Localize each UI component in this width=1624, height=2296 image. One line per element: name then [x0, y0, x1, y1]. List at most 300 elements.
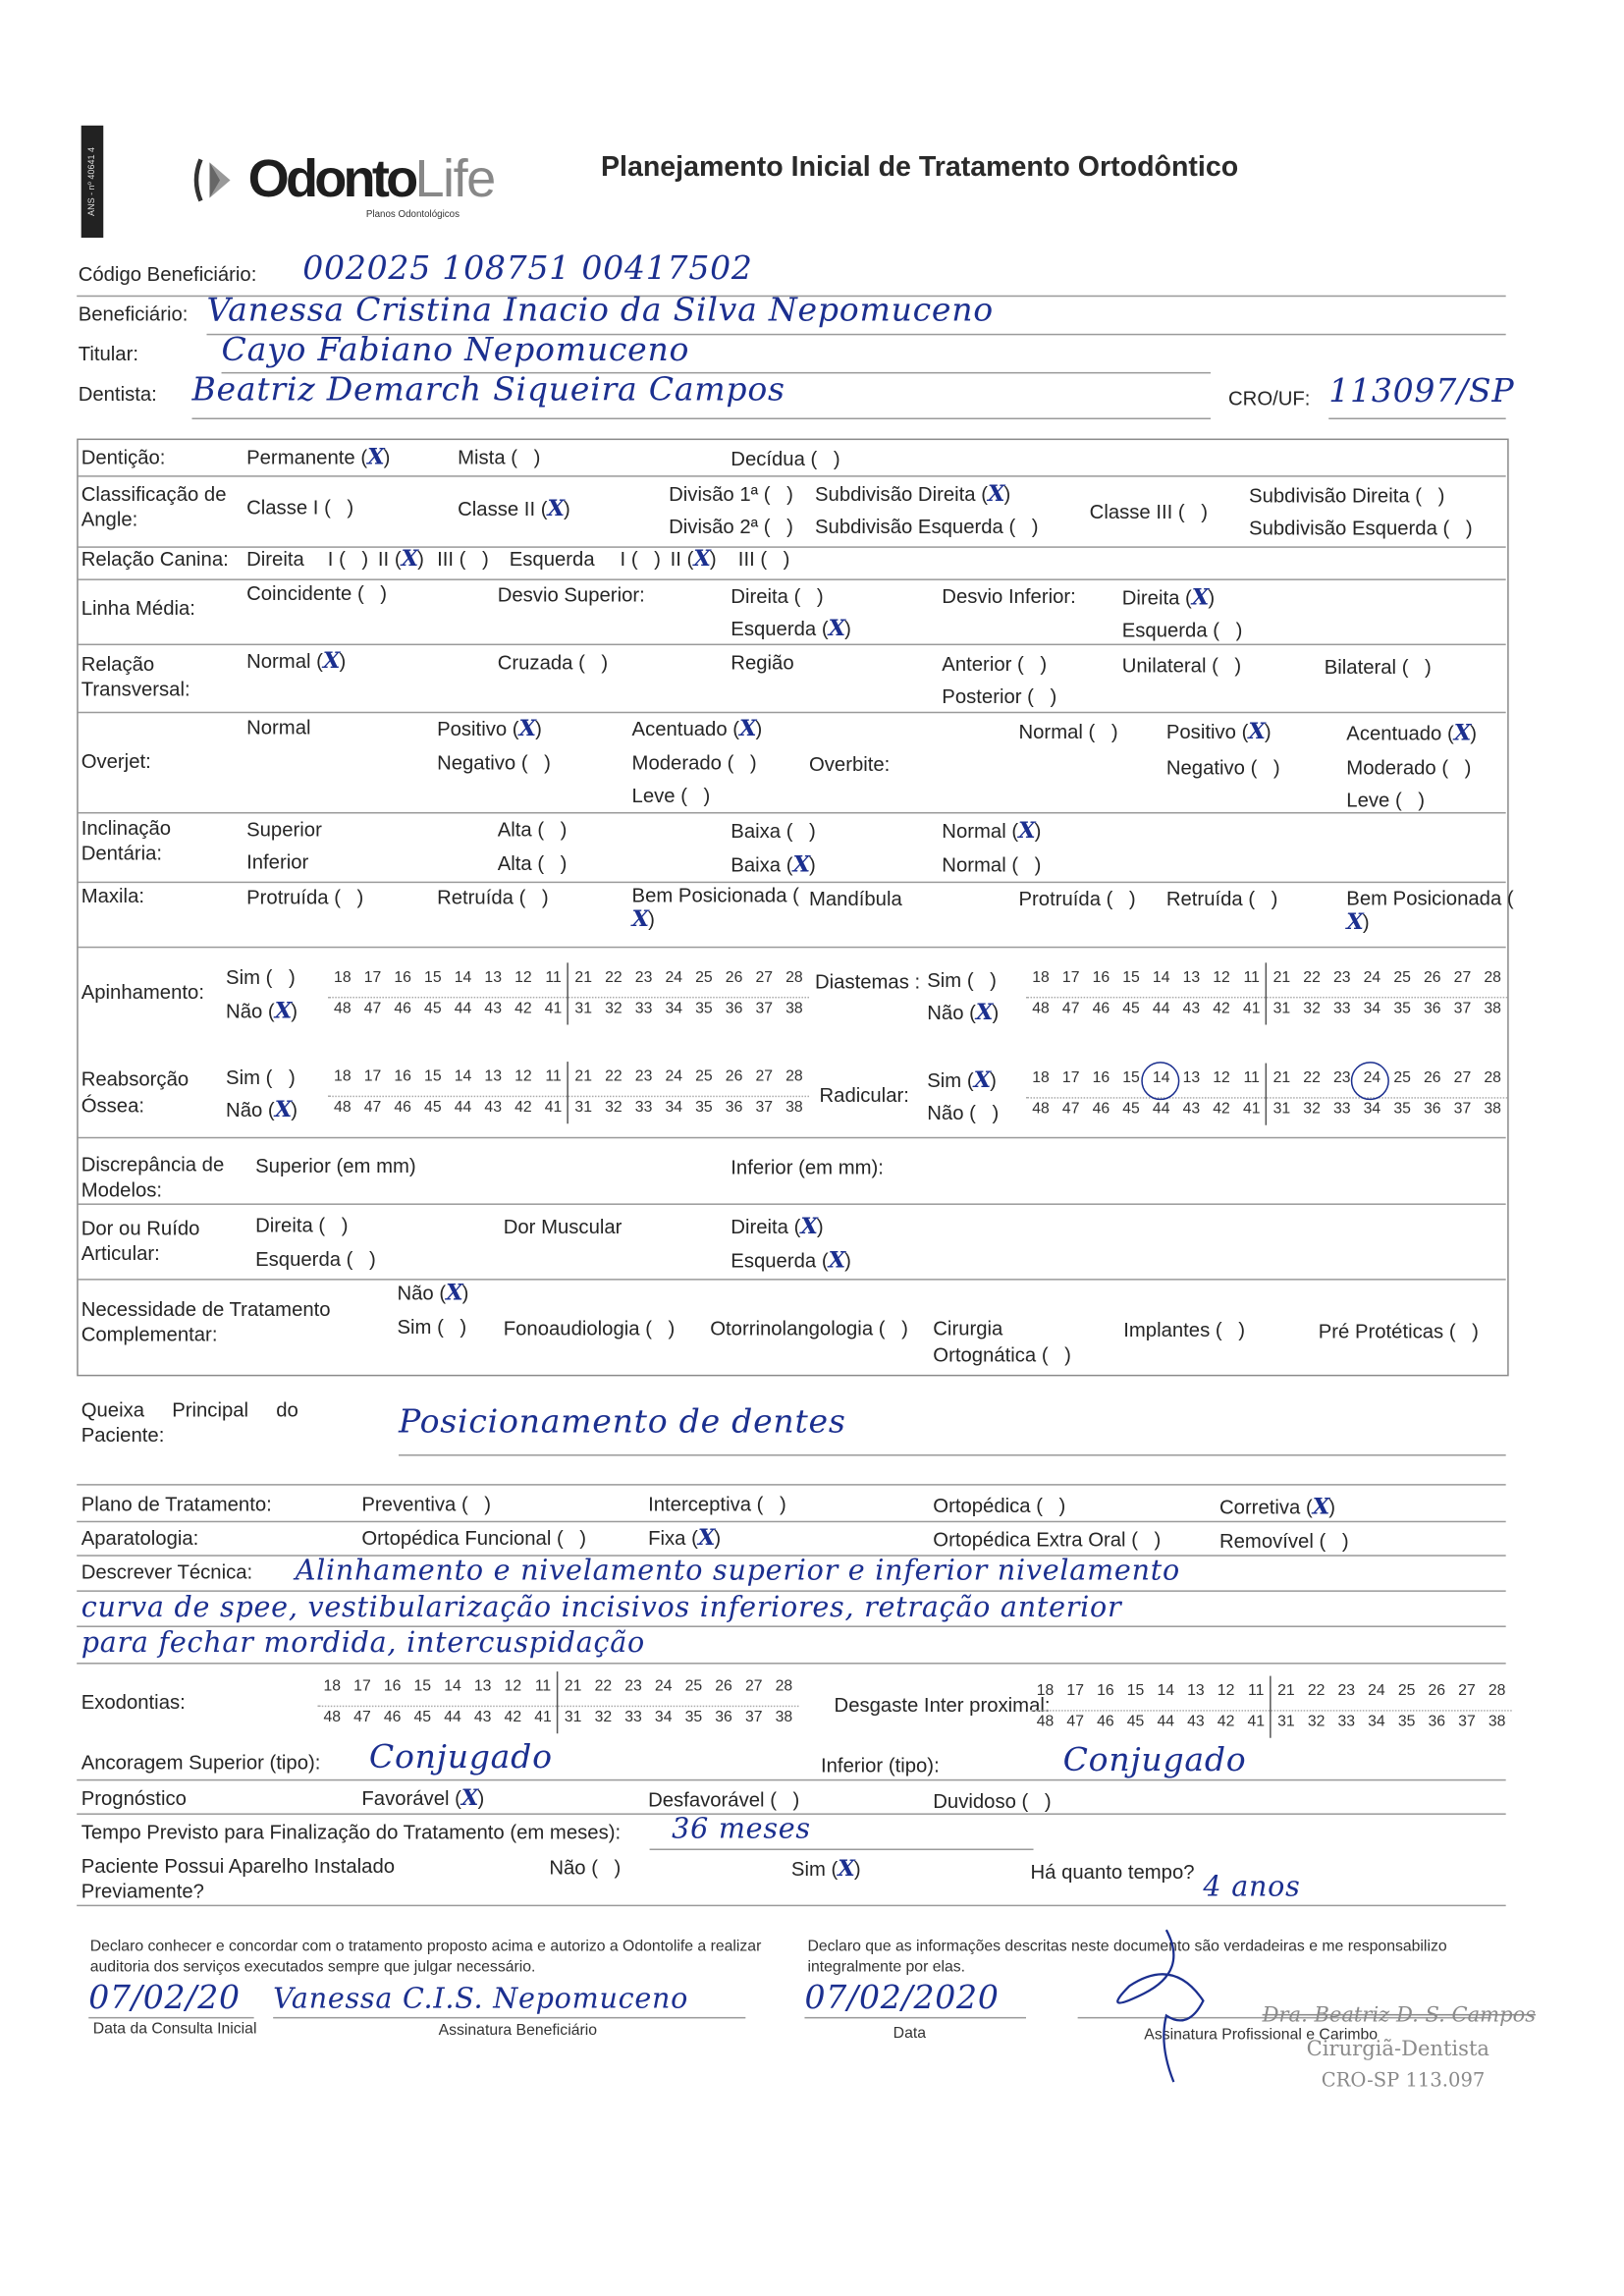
tooth-33[interactable]: 33: [634, 999, 653, 1017]
tooth-27[interactable]: 27: [1453, 1068, 1472, 1087]
checkbox-sim[interactable]: Sim (X): [927, 1066, 997, 1094]
tooth-46[interactable]: 46: [1092, 999, 1110, 1017]
checkbox-iii[interactable]: III ( ): [737, 548, 790, 571]
tooth-37[interactable]: 37: [1453, 1100, 1472, 1119]
tooth-38[interactable]: 38: [785, 999, 803, 1017]
tooth-31[interactable]: 31: [564, 1708, 582, 1726]
tooth-48[interactable]: 48: [334, 1098, 352, 1117]
tooth-16[interactable]: 16: [383, 1677, 402, 1696]
handwritten-entry[interactable]: para fechar mordida, intercuspidação: [81, 1626, 645, 1660]
tooth-11[interactable]: 11: [545, 968, 562, 987]
tooth-18[interactable]: 18: [1032, 1068, 1050, 1087]
tooth-43[interactable]: 43: [473, 1708, 492, 1726]
checkbox-esquerda[interactable]: Esquerda ( ): [255, 1247, 376, 1271]
tooth-14[interactable]: 14: [454, 968, 472, 987]
beneficiary-declaration: Declaro conhecer e concordar com o tratamento proposto acima e autorizo a Odontolife a realizar auditoria dos serviços executados sempre que julgar necessário.: [89, 1937, 762, 1976]
handwritten-entry[interactable]: Posicionamento de dentes: [398, 1403, 846, 1442]
checkbox-alta[interactable]: Alta ( ): [497, 818, 568, 841]
tooth-12[interactable]: 12: [1217, 1681, 1235, 1700]
tooth-46[interactable]: 46: [1097, 1713, 1114, 1731]
tooth-35[interactable]: 35: [1397, 1713, 1416, 1731]
checkbox-retruida[interactable]: Retruída ( ): [437, 886, 549, 909]
tooth-43[interactable]: 43: [1187, 1713, 1205, 1731]
tooth-36[interactable]: 36: [1423, 999, 1441, 1017]
tooth-22[interactable]: 22: [1303, 1068, 1321, 1087]
tooth-23[interactable]: 23: [634, 1067, 653, 1086]
tooth-47[interactable]: 47: [363, 999, 382, 1017]
checkbox-favoravel[interactable]: Favorável (X): [361, 1783, 485, 1811]
tooth-31[interactable]: 31: [1277, 1713, 1295, 1731]
checkbox-ortopedica[interactable]: Ortopédica ( ): [933, 1495, 1066, 1517]
tooth-25[interactable]: 25: [1397, 1681, 1416, 1700]
checkbox-baixa[interactable]: Baixa ( ): [731, 819, 816, 843]
tooth-36[interactable]: 36: [715, 1708, 732, 1726]
checkbox-alta[interactable]: Alta ( ): [497, 851, 568, 875]
tooth-16[interactable]: 16: [394, 1067, 411, 1086]
tooth-44[interactable]: 44: [444, 1708, 461, 1726]
tooth-32[interactable]: 32: [1307, 1713, 1326, 1731]
checkbox-permanente[interactable]: Permanente (X): [246, 443, 391, 470]
checkbox-label: Normal: [1018, 721, 1083, 743]
tooth-14[interactable]: 14: [454, 1067, 472, 1086]
checkbox-implantes[interactable]: Implantes ( ): [1123, 1319, 1245, 1341]
checkbox-preventiva[interactable]: Preventiva ( ): [361, 1493, 492, 1516]
tooth-45[interactable]: 45: [1122, 1100, 1140, 1119]
tooth-28[interactable]: 28: [785, 1067, 803, 1086]
tooth-22[interactable]: 22: [1307, 1681, 1326, 1700]
field-label-beneficiario: Beneficiário:: [78, 302, 189, 326]
checkbox-esquerda[interactable]: Esquerda (X): [731, 614, 851, 641]
tooth-47[interactable]: 47: [1061, 1100, 1080, 1119]
checkbox-sim[interactable]: Sim ( ): [397, 1316, 467, 1339]
checkbox-nao[interactable]: Não ( ): [549, 1856, 622, 1879]
tooth-27[interactable]: 27: [755, 1067, 774, 1086]
tooth-32[interactable]: 32: [605, 1098, 623, 1117]
checkbox-i[interactable]: I ( ): [620, 548, 661, 571]
checkbox-negativo[interactable]: Negativo ( ): [437, 751, 551, 775]
tooth-45[interactable]: 45: [1126, 1713, 1145, 1731]
checkbox-iii[interactable]: III ( ): [437, 548, 489, 571]
handwritten-entry[interactable]: Beatriz Demarch Siqueira Campos: [191, 371, 785, 410]
tooth-14[interactable]: 14: [1152, 968, 1170, 987]
checkbox-direita[interactable]: Direita ( ): [255, 1214, 349, 1236]
tooth-14[interactable]: 14: [444, 1677, 461, 1696]
tooth-36[interactable]: 36: [1423, 1100, 1441, 1119]
checkbox-positivo[interactable]: Positivo (X): [437, 715, 542, 742]
tooth-27[interactable]: 27: [755, 968, 774, 987]
tooth-38[interactable]: 38: [1484, 1100, 1501, 1119]
tooth-44[interactable]: 44: [1157, 1713, 1175, 1731]
checkbox-sim[interactable]: Sim ( ): [927, 968, 997, 992]
tooth-26[interactable]: 26: [1423, 968, 1441, 987]
tooth-11[interactable]: 11: [1243, 1068, 1260, 1087]
tooth-28[interactable]: 28: [1484, 1068, 1501, 1087]
tooth-24[interactable]: 24: [665, 1067, 683, 1086]
checkbox-pre-proteticas[interactable]: Pré Protéticas ( ): [1318, 1320, 1479, 1343]
tooth-15[interactable]: 15: [424, 968, 442, 987]
checkbox-fixa[interactable]: Fixa (X): [648, 1524, 722, 1552]
tooth-14[interactable]: 14: [1152, 1068, 1170, 1087]
tooth-15[interactable]: 15: [413, 1677, 432, 1696]
checkbox-esquerda[interactable]: Esquerda ( ): [1121, 619, 1243, 641]
tooth-33[interactable]: 33: [1332, 999, 1351, 1017]
tooth-47[interactable]: 47: [1061, 999, 1080, 1017]
checkbox-bem-posicionada[interactable]: Bem Posicionada (X): [1346, 887, 1514, 935]
tooth-32[interactable]: 32: [1303, 1100, 1321, 1119]
tooth-44[interactable]: 44: [1152, 999, 1170, 1017]
tooth-15[interactable]: 15: [1126, 1681, 1145, 1700]
tooth-34[interactable]: 34: [1363, 999, 1381, 1017]
tooth-37[interactable]: 37: [1453, 999, 1472, 1017]
handwritten-entry[interactable]: 07/02/20: [88, 1980, 241, 2017]
checkbox-sim[interactable]: Sim (X): [790, 1854, 861, 1882]
checkbox-normal[interactable]: Normal (X): [246, 646, 347, 675]
tooth-34[interactable]: 34: [1368, 1713, 1385, 1731]
tooth-16[interactable]: 16: [1097, 1681, 1114, 1700]
tooth-41[interactable]: 41: [534, 1708, 552, 1726]
tooth-44[interactable]: 44: [454, 1098, 472, 1117]
checkbox-protruida[interactable]: Protruída ( ): [1018, 888, 1136, 910]
checkbox-bilateral[interactable]: Bilateral ( ): [1324, 655, 1432, 679]
checkbox-mista[interactable]: Mista ( ): [458, 446, 541, 469]
checkbox-cruzada[interactable]: Cruzada ( ): [497, 651, 609, 675]
checkbox-normal[interactable]: Normal ( ): [1018, 721, 1118, 743]
checkbox-ortognatica[interactable]: Ortognática ( ): [933, 1343, 1071, 1367]
tooth-35[interactable]: 35: [1393, 999, 1411, 1017]
tooth-46[interactable]: 46: [394, 1098, 411, 1117]
tooth-22[interactable]: 22: [1303, 968, 1321, 987]
checkbox-normal[interactable]: Normal ( ): [942, 853, 1042, 876]
tooth-31[interactable]: 31: [574, 999, 592, 1017]
checkbox-classe-iii[interactable]: Classe III ( ): [1089, 501, 1208, 523]
tooth-25[interactable]: 25: [1393, 968, 1411, 987]
tooth-48[interactable]: 48: [334, 999, 352, 1017]
tooth-16[interactable]: 16: [1092, 1068, 1110, 1087]
tooth-23[interactable]: 23: [624, 1677, 642, 1696]
tooth-34[interactable]: 34: [1363, 1100, 1381, 1119]
tooth-48[interactable]: 48: [1032, 1100, 1050, 1119]
empty-box: [1326, 1533, 1342, 1548]
tooth-31[interactable]: 31: [1272, 1100, 1291, 1119]
tooth-24[interactable]: 24: [1363, 968, 1381, 987]
checkbox-moderado[interactable]: Moderado ( ): [631, 751, 757, 775]
checkbox-baixa[interactable]: Baixa (X): [731, 850, 816, 878]
checkbox-protruida[interactable]: Protruída ( ): [246, 886, 364, 909]
tooth-17[interactable]: 17: [363, 1067, 382, 1086]
handwritten-entry[interactable]: Alinhamento e nivelamento superior e inferior nivelamento: [295, 1554, 1180, 1588]
tooth-32[interactable]: 32: [605, 999, 623, 1017]
tooth-28[interactable]: 28: [1488, 1681, 1506, 1700]
tooth-15[interactable]: 15: [1122, 1068, 1140, 1087]
tooth-36[interactable]: 36: [725, 999, 743, 1017]
checkbox-otorrinolangologia[interactable]: Otorrinolangologia ( ): [710, 1317, 908, 1340]
tooth-25[interactable]: 25: [684, 1677, 703, 1696]
tooth-21[interactable]: 21: [1272, 968, 1291, 987]
tooth-23[interactable]: 23: [1332, 1068, 1351, 1087]
tooth-44[interactable]: 44: [454, 999, 472, 1017]
tooth-11[interactable]: 11: [1243, 968, 1260, 987]
tooth-18[interactable]: 18: [1032, 968, 1050, 987]
tooth-28[interactable]: 28: [775, 1677, 793, 1696]
tooth-24[interactable]: 24: [1368, 1681, 1385, 1700]
checkbox-ortopedica-extra-oral[interactable]: Ortopédica Extra Oral ( ): [933, 1528, 1162, 1552]
tooth-41[interactable]: 41: [1242, 999, 1261, 1017]
tooth-21[interactable]: 21: [1272, 1068, 1291, 1087]
tooth-12[interactable]: 12: [504, 1677, 522, 1696]
checkbox-nao[interactable]: Não ( ): [927, 1102, 1000, 1124]
tooth-42[interactable]: 42: [504, 1708, 522, 1726]
checkbox-negativo[interactable]: Negativo ( ): [1165, 756, 1280, 779]
tooth-47[interactable]: 47: [1066, 1713, 1084, 1731]
tooth-43[interactable]: 43: [484, 999, 502, 1017]
tooth-34[interactable]: 34: [665, 999, 683, 1017]
tooth-43[interactable]: 43: [1182, 1100, 1201, 1119]
tooth-26[interactable]: 26: [1423, 1068, 1441, 1087]
tooth-12[interactable]: 12: [514, 1067, 532, 1086]
tooth-42[interactable]: 42: [1213, 999, 1230, 1017]
checkbox-bem-posicionada[interactable]: Bem Posicionada (X): [631, 884, 799, 932]
tooth-24[interactable]: 24: [1363, 1068, 1381, 1087]
tooth-37[interactable]: 37: [755, 999, 774, 1017]
tooth-26[interactable]: 26: [725, 1067, 743, 1086]
tooth-38[interactable]: 38: [1488, 1713, 1506, 1731]
tooth-35[interactable]: 35: [695, 999, 713, 1017]
tooth-27[interactable]: 27: [744, 1677, 763, 1696]
checkbox-fonoaudiologia[interactable]: Fonoaudiologia ( ): [503, 1317, 676, 1340]
tooth-22[interactable]: 22: [605, 968, 623, 987]
checkbox-sim[interactable]: Sim ( ): [226, 965, 296, 989]
handwritten-entry[interactable]: 36 meses: [672, 1813, 811, 1846]
checkbox-unilateral[interactable]: Unilateral ( ): [1121, 654, 1242, 678]
checkbox-leve[interactable]: Leve ( ): [631, 784, 711, 807]
empty-box: [1043, 1498, 1059, 1512]
checkbox-acentuado[interactable]: Acentuado (X): [631, 715, 763, 742]
tooth-13[interactable]: 13: [473, 1677, 492, 1696]
tooth-37[interactable]: 37: [1458, 1713, 1476, 1731]
checkbox-nao[interactable]: Não (X): [226, 997, 298, 1024]
handwritten-entry[interactable]: 07/02/2020: [804, 1980, 1000, 2017]
tooth-41[interactable]: 41: [544, 999, 563, 1017]
tooth-43[interactable]: 43: [484, 1098, 502, 1117]
tooth-37[interactable]: 37: [755, 1098, 774, 1117]
tooth-17[interactable]: 17: [363, 968, 382, 987]
tooth-42[interactable]: 42: [514, 1098, 532, 1117]
tooth-17[interactable]: 17: [1061, 968, 1080, 987]
checkbox-label: Inferior (tipo):: [821, 1754, 940, 1777]
tooth-17[interactable]: 17: [1061, 1068, 1080, 1087]
tooth-18[interactable]: 18: [334, 1067, 352, 1086]
tooth-15[interactable]: 15: [424, 1067, 442, 1086]
tooth-33[interactable]: 33: [624, 1708, 642, 1726]
checkbox-nao[interactable]: Não (X): [226, 1096, 298, 1123]
checkbox-subdivisao-esquerda[interactable]: Subdivisão Esquerda ( ): [1249, 517, 1473, 540]
checkbox-nao[interactable]: Não (X): [927, 998, 1000, 1025]
tooth-28[interactable]: 28: [785, 968, 803, 987]
tooth-11[interactable]: 11: [545, 1067, 562, 1086]
tooth-47[interactable]: 47: [363, 1098, 382, 1117]
tooth-26[interactable]: 26: [1428, 1681, 1446, 1700]
tooth-16[interactable]: 16: [1092, 968, 1110, 987]
tooth-27[interactable]: 27: [1453, 968, 1472, 987]
tooth-21[interactable]: 21: [574, 1067, 592, 1086]
handwritten-entry[interactable]: Vanessa Cristina Inacio da Silva Nepomuceno: [206, 292, 994, 330]
tooth-36[interactable]: 36: [725, 1098, 743, 1117]
tooth-45[interactable]: 45: [1122, 999, 1140, 1017]
tooth-18[interactable]: 18: [1036, 1681, 1055, 1700]
tooth-46[interactable]: 46: [383, 1708, 402, 1726]
checkbox-decidua[interactable]: Decídua ( ): [731, 447, 840, 470]
tooth-15[interactable]: 15: [1122, 968, 1140, 987]
checkbox-leve[interactable]: Leve ( ): [1346, 789, 1426, 811]
checkbox-subdivisao-direita[interactable]: Subdivisão Direita (X): [814, 480, 1011, 508]
checkbox-ii[interactable]: II (X): [670, 545, 717, 573]
tooth-24[interactable]: 24: [665, 968, 683, 987]
tooth-17[interactable]: 17: [353, 1677, 371, 1696]
tooth-48[interactable]: 48: [1036, 1713, 1055, 1731]
tooth-34[interactable]: 34: [654, 1708, 673, 1726]
tooth-12[interactable]: 12: [514, 968, 532, 987]
checkbox-removivel[interactable]: Removível ( ): [1218, 1530, 1349, 1553]
tooth-37[interactable]: 37: [744, 1708, 763, 1726]
tooth-21[interactable]: 21: [564, 1677, 582, 1696]
tooth-38[interactable]: 38: [1484, 999, 1501, 1017]
tooth-36[interactable]: 36: [1428, 1713, 1446, 1731]
handwritten-entry[interactable]: 113097/SP: [1328, 373, 1515, 411]
tooth-23[interactable]: 23: [1332, 968, 1351, 987]
checkbox-label: Fonoaudiologia: [503, 1317, 640, 1340]
tooth-42[interactable]: 42: [1217, 1713, 1235, 1731]
checkbox-duvidoso[interactable]: Duvidoso ( ): [933, 1789, 1052, 1813]
tooth-42[interactable]: 42: [514, 999, 532, 1017]
checkbox-direita[interactable]: Direita (X): [731, 1212, 824, 1239]
checkbox-posterior[interactable]: Posterior ( ): [942, 685, 1057, 708]
checkbox-classe-i[interactable]: Classe I ( ): [246, 496, 354, 519]
tooth-18[interactable]: 18: [334, 968, 352, 987]
tooth-41[interactable]: 41: [1247, 1713, 1266, 1731]
tooth-11[interactable]: 11: [534, 1677, 552, 1696]
tooth-13[interactable]: 13: [484, 968, 502, 987]
tooth-21[interactable]: 21: [574, 968, 592, 987]
checkbox-corretiva[interactable]: Corretiva (X): [1218, 1493, 1336, 1520]
handwritten-entry[interactable]: Conjugado: [368, 1739, 553, 1777]
tooth-13[interactable]: 13: [484, 1067, 502, 1086]
tooth-48[interactable]: 48: [323, 1708, 342, 1726]
tooth-38[interactable]: 38: [775, 1708, 793, 1726]
tooth-35[interactable]: 35: [684, 1708, 703, 1726]
checkbox-ii[interactable]: II (X): [377, 545, 424, 573]
ans-number: ANS - nº 40641 4: [87, 146, 97, 216]
tooth-45[interactable]: 45: [424, 999, 442, 1017]
tooth-46[interactable]: 46: [1092, 1100, 1110, 1119]
tooth-35[interactable]: 35: [1393, 1100, 1411, 1119]
tooth-44[interactable]: 44: [1152, 1100, 1170, 1119]
tooth-31[interactable]: 31: [574, 1098, 592, 1117]
tooth-38[interactable]: 38: [785, 1098, 803, 1117]
handwritten-entry[interactable]: curva de spee, vestibularização incisivos inferiores, retração anterior: [81, 1591, 1122, 1624]
checkbox-coincidente[interactable]: Coincidente ( ): [246, 581, 388, 605]
checkbox-positivo[interactable]: Positivo (X): [1165, 718, 1272, 745]
tooth-25[interactable]: 25: [695, 1067, 713, 1086]
checkbox-divisao-2[interactable]: Divisão 2ª ( ): [669, 516, 793, 538]
tooth-45[interactable]: 45: [413, 1708, 432, 1726]
tooth-27[interactable]: 27: [1458, 1681, 1476, 1700]
tooth-46[interactable]: 46: [394, 999, 411, 1017]
tooth-45[interactable]: 45: [424, 1098, 442, 1117]
checkbox-acentuado[interactable]: Acentuado (X): [1346, 719, 1478, 746]
checkbox-retruida[interactable]: Retruída ( ): [1165, 888, 1278, 910]
tooth-33[interactable]: 33: [1337, 1713, 1356, 1731]
checkbox-divisao-1[interactable]: Divisão 1ª ( ): [669, 483, 793, 506]
checkbox-i[interactable]: I ( ): [327, 548, 369, 571]
checkbox-moderado[interactable]: Moderado ( ): [1346, 756, 1472, 779]
checkbox-interceptiva[interactable]: Interceptiva ( ): [648, 1493, 786, 1516]
tooth-24[interactable]: 24: [654, 1677, 673, 1696]
checkbox-sim[interactable]: Sim ( ): [226, 1066, 296, 1089]
tooth-18[interactable]: 18: [323, 1677, 342, 1696]
handwritten-entry[interactable]: Conjugado: [1062, 1742, 1247, 1779]
tooth-31[interactable]: 31: [1272, 999, 1291, 1017]
tooth-13[interactable]: 13: [1182, 968, 1201, 987]
handwritten-entry[interactable]: 002025 108751 00417502: [302, 250, 753, 289]
tooth-28[interactable]: 28: [1484, 968, 1501, 987]
tooth-26[interactable]: 26: [725, 968, 743, 987]
tooth-43[interactable]: 43: [1182, 999, 1201, 1017]
tooth-22[interactable]: 22: [605, 1067, 623, 1086]
checkbox-direita[interactable]: Direita ( ): [731, 584, 824, 608]
tooth-21[interactable]: 21: [1277, 1681, 1295, 1700]
tooth-23[interactable]: 23: [634, 968, 653, 987]
tooth-23[interactable]: 23: [1337, 1681, 1356, 1700]
tooth-22[interactable]: 22: [594, 1677, 613, 1696]
handwritten-entry[interactable]: 4 anos: [1203, 1870, 1301, 1903]
checkbox-desfavoravel[interactable]: Desfavorável ( ): [648, 1788, 800, 1811]
tooth-32[interactable]: 32: [1303, 999, 1321, 1017]
checkbox-nao[interactable]: Não (X): [397, 1279, 469, 1306]
tooth-41[interactable]: 41: [1242, 1100, 1261, 1119]
tooth-14[interactable]: 14: [1157, 1681, 1175, 1700]
tooth-12[interactable]: 12: [1213, 1068, 1230, 1087]
tooth-48[interactable]: 48: [1032, 999, 1050, 1017]
tooth-13[interactable]: 13: [1187, 1681, 1205, 1700]
checkbox-direita[interactable]: Direita (X): [1121, 583, 1216, 611]
tooth-33[interactable]: 33: [1332, 1100, 1351, 1119]
tooth-41[interactable]: 41: [544, 1098, 563, 1117]
tooth-42[interactable]: 42: [1213, 1100, 1230, 1119]
handwritten-entry[interactable]: Cayo Fabiano Nepomuceno: [221, 332, 690, 369]
checkbox-subdivisao-esquerda[interactable]: Subdivisão Esquerda ( ): [814, 516, 1039, 538]
tooth-25[interactable]: 25: [695, 968, 713, 987]
tooth-32[interactable]: 32: [594, 1708, 613, 1726]
tooth-11[interactable]: 11: [1248, 1681, 1265, 1700]
checkbox-classe-ii[interactable]: Classe II (X): [458, 495, 570, 522]
tooth-25[interactable]: 25: [1393, 1068, 1411, 1087]
checkbox-ortopedica-funcional[interactable]: Ortopédica Funcional ( ): [361, 1527, 587, 1550]
checkbox-label: Dor Muscular: [503, 1215, 623, 1238]
checkbox-normal[interactable]: Normal (X): [942, 816, 1042, 844]
tooth-12[interactable]: 12: [1213, 968, 1230, 987]
tooth-17[interactable]: 17: [1066, 1681, 1084, 1700]
tooth-13[interactable]: 13: [1182, 1068, 1201, 1087]
tooth-33[interactable]: 33: [634, 1098, 653, 1117]
checkbox-esquerda[interactable]: Esquerda (X): [731, 1246, 851, 1274]
checkbox-subdivisao-direita[interactable]: Subdivisão Direita ( ): [1249, 484, 1445, 508]
tooth-16[interactable]: 16: [394, 968, 411, 987]
tooth-26[interactable]: 26: [715, 1677, 732, 1696]
tooth-34[interactable]: 34: [665, 1098, 683, 1117]
tooth-47[interactable]: 47: [353, 1708, 371, 1726]
tooth-35[interactable]: 35: [695, 1098, 713, 1117]
checkbox-anterior[interactable]: Anterior ( ): [942, 652, 1048, 676]
